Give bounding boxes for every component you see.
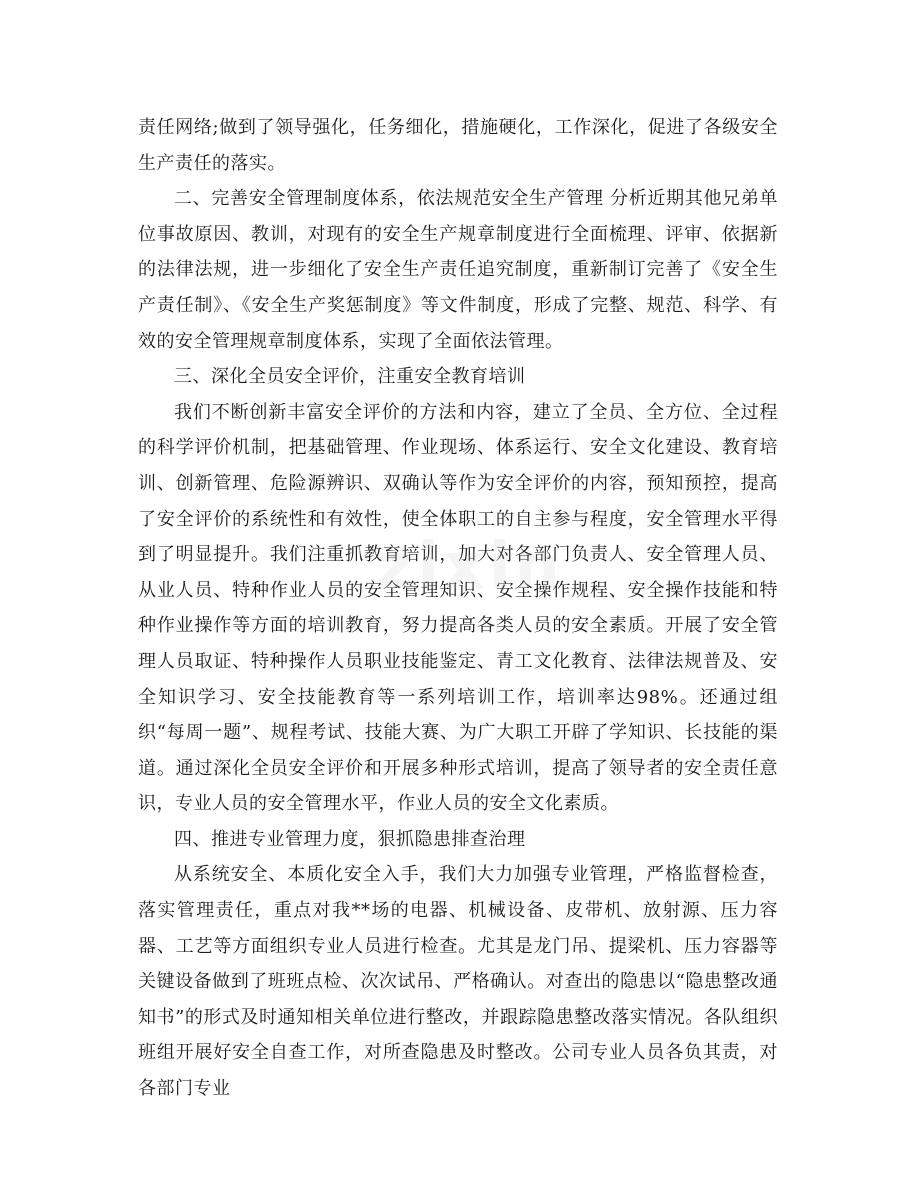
paragraph-section-four-body: 从系统安全、本质化安全入手，我们大力加强专业管理，严格监督检查，落实管理责任，重点对我**场的电器、机械设备、皮带机、放射源、压力容器、工艺等方面组织专业人员进行检查。尤其是龙门吊、提梁机、压力容器等关键设备做到了班班点检、次次试吊、严格确认。对查出的隐患以“隐患整改通知书”的形式及时通知相关单位进行整改，并跟踪隐患整改落实情况。各队组织班组开展好安全自查工作，对所查隐患及时整改。公司专业人员各负其责，对各部门专业 [138,864,778,1100]
heading-section-four: 四、推进专业管理力度，狠抓隐患排查治理 [174,828,526,850]
paragraph-section-two: 二、完善安全管理制度体系，依法规范安全生产管理 分析近期其他兄弟单位事故原因、教训，对现有的安全生产规章制度进行全面梳理、评审、依据新的法律法规，进一步细化了安全生产责任追究制度，重新制订完善了《安全生产责任制》、《安全生产奖惩制度》等文件制度，形成了完整、规范、科学、有效的安全管理规章制度体系，实现了全面依法管理。 [138,188,778,352]
watermark-logo: zixin [376,530,564,604]
paragraph-section-three-body: 我们不断创新丰富安全评价的方法和内容，建立了全员、全方位、全过程的科学评价机制，把基础管理、作业现场、体系运行、安全文化建设、教育培训、创新管理、危险源辨识、双确认等作为安全评价的内容，预知预控，提高了安全评价的系统性和有效性，使全体职工的自主参与程度，安全管理水平得到了明显提升。我们注重抓教育培训，加大对各部门负责人、安全管理人员、从业人员、特种作业人员的安全管理知识、安全操作规程、安全操作技能和特种作业操作等方面的培训教育，努力提高各类人员的安全素质。开展了安全管理人员取证、特种操作人员职业技能鉴定、青工文化教育、法律法规普及、安全知识学习、安全技能教育等一系列培训工作，培训率达98%。还通过组织“每周一题”、规程考试、技能大赛、为广大职工开辟了学知识、长技能的渠道。通过深化全员安全评价和开展多种形式培训，提高了领导者的安全责任意识，专业人员的安全管理水平，作业人员的安全文化素质。 [138,401,778,815]
document-page [138,110,778,1107]
heading-section-three: 三、深化全员安全评价，注重安全教育培训 [174,366,526,388]
paragraph-continuation: 责任网络;做到了领导强化，任务细化，措施硬化，工作深化，促进了各级安全生产责任的落实。 [138,117,778,174]
